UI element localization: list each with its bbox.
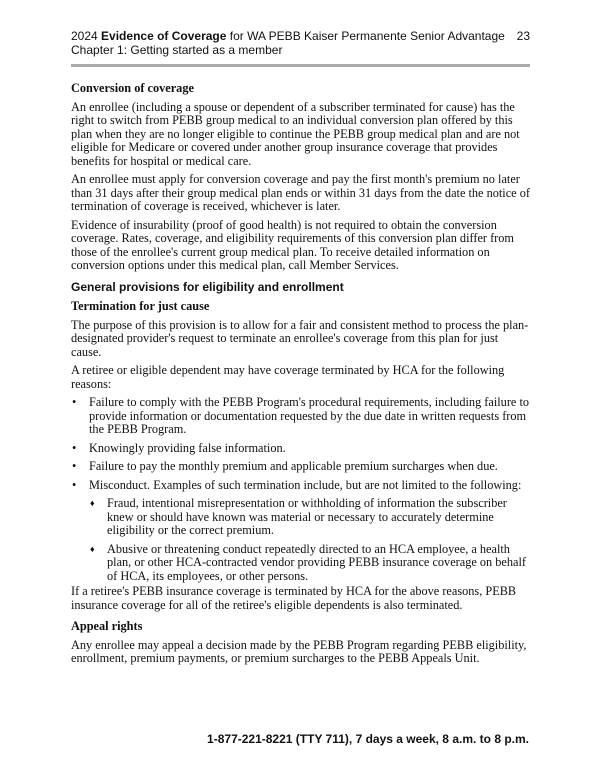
list-item xyxy=(71,479,530,584)
document-title: 2024 Evidence of Coverage for WA PEBB Kaiser Permanente Senior Advantage xyxy=(71,29,505,43)
paragraph: Any enrollee may appeal a decision made by the PEBB Program regarding PEBB eligibility, enrollment, premium payments, or premium surcharges to the PEBB Appeals Unit. xyxy=(71,637,527,665)
page-header xyxy=(71,29,530,57)
paragraph: If a retiree's PEBB insurance coverage is terminated by HCA for the above reasons, PEBB insurance coverage for all of the retiree's eligible dependents is also terminated. xyxy=(71,584,517,612)
list-item: • Failure to comply with the PEBB Program's procedural requirements, including failure to provide information or documentation requested by the due date in written requests from the PEBB Program. xyxy=(71,396,530,437)
page-body xyxy=(71,82,530,671)
list-item: • Failure to pay the monthly premium and applicable premium surcharges when due. xyxy=(71,460,530,474)
chapter-title: Chapter 1: Getting started as a member xyxy=(71,43,283,57)
sub-list-item: ♦ Abusive or threatening conduct repeatedly directed to an HCA employee, a health plan, or other HCA-contracted vendor providing PEBB insurance coverage on behalf of HCA, its employees, or other persons. xyxy=(89,543,530,584)
appeal-heading: Appeal rights xyxy=(71,619,143,633)
conversion-heading: Conversion of coverage xyxy=(71,81,194,95)
paragraph: An enrollee (including a spouse or dependent of a subscriber terminated for cause) has the right to switch from PEBB group medical to an individual conversion plan offered by this plan when they are no longer eligible to continue the PEBB group medical plan and are not eligible for Medicare or covered under another group insurance coverage that provides benefits for hospital or medical care. xyxy=(71,99,520,168)
footer-contact: 1-877-221-8221 (TTY 711), 7 days a week, 8 a.m. to 8 p.m. xyxy=(207,732,529,746)
general-provisions-heading: General provisions for eligibility and enrollment xyxy=(71,279,344,294)
termination-heading: Termination for just cause xyxy=(71,299,210,313)
reasons-list xyxy=(71,396,530,583)
list-item: • Knowingly providing false information. xyxy=(71,442,530,456)
misconduct-sublist xyxy=(89,497,530,583)
paragraph: Evidence of insurability (proof of good health) is not required to obtain the conversion coverage. Rates, coverage, and eligibility requirements of this conversion plan differ from those of the enrollee's current group medical plan. To receive detailed information on conversion options under this medical plan, call Member Services. xyxy=(71,217,514,272)
paragraph: A retiree or eligible dependent may have coverage terminated by HCA for the following reasons: xyxy=(71,363,505,391)
header-divider xyxy=(71,64,530,67)
paragraph: The purpose of this provision is to allow for a fair and consistent method to process the plan-designated provider's request to terminate an enrollee's coverage from this plan for just cause. xyxy=(71,317,529,359)
page-number: 23 xyxy=(516,29,530,43)
sub-list-item: ♦ Fraud, intentional misrepresentation or withholding of information the subscriber knew or should have known was material or necessary to accurately determine eligibility or the correct premium. xyxy=(89,497,530,538)
list-item-text: Misconduct. Examples of such termination include, but are not limited to the following: xyxy=(89,477,522,492)
paragraph: An enrollee must apply for conversion coverage and pay the first month's premium no later than 31 days after their group medical plan ends or within 31 days from the date the notice of termination of coverage is received, whichever is later. xyxy=(71,172,530,213)
